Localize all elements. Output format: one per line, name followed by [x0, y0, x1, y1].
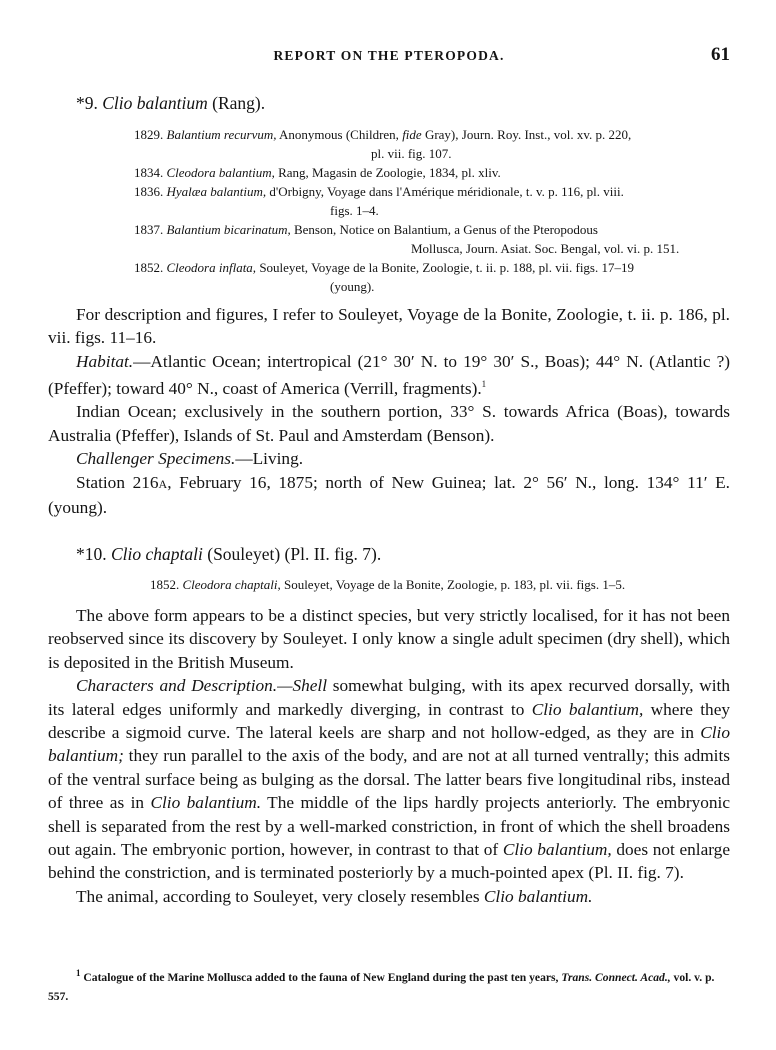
synonymy-list-10 — [150, 575, 747, 594]
synonym-entry: 1852. Cleodora inflata, Souleyet, Voyage de la Bonite, Zoologie, t. ii. p. 188, pl. vii. figs. 17–19 (young). — [134, 260, 634, 294]
characters-paragraph: Characters and Description.—Shell somewhat bulging, with its apex recurved dorsally, with its lateral edges uniformly and markedly diverging, in contrast to Clio balantium, where they describe a sigmoid curve. The lateral keels are sharp and not hollow-edged, as they are in Clio balantium; they run parallel to the axis of the body, and are not at all turned ventrally; this admits of the ventral surface being as bulging as the dorsal. The latter bears five longitudinal ribs, instead of three as in Clio balantium. The middle of the lips hardly projects anteriorly. The embryonic shell is separated from the rest by a well-marked constriction, in front of which the shell broadens out again. The embryonic portion, however, in contrast to that of Clio balantium, does not enlarge behind the constriction, and is terminated posteriorly by a much-pointed apex (Pl. II. fig. 7). — [48, 676, 731, 883]
species-name: Clio chaptali — [111, 544, 203, 564]
footnote: $^1$ Catalogue of the Marine Mollusca added to the fauna of New England during the past ten years, Trans. Connect. Acad., vol. v. p. 557. — [48, 968, 715, 1003]
synonym-entry: 1834. Cleodora balantium, Rang, Magasin de Zoologie, 1834, pl. xliv. — [134, 165, 501, 180]
synonym-entry: 1829. Balantium recurvum, Anonymous (Children, fide Gray), Journ. Roy. Inst., vol. xv. p. 220, pl. vii. fig. 107. — [134, 127, 632, 161]
species-10-heading — [76, 544, 381, 565]
species-author: (Rang). — [212, 93, 266, 113]
animal-paragraph: The animal, according to Souleyet, very closely resembles Clio balantium. — [76, 886, 593, 906]
species-9-heading — [76, 93, 265, 114]
intro-paragraph: The above form appears to be a distinct species, but very strictly localised, for it has not been reobserved since its discovery by Souleyet. I only know a single adult specimen (dry shell), which is deposited in the British Museum. — [48, 606, 730, 672]
page-header — [48, 44, 730, 68]
species-10-text — [48, 604, 730, 908]
habitat-paragraph: Habitat.—Atlantic Ocean; intertropical (21° 30′ N. to 19° 30′ S., Boas); 44° N. (Atlantic ?) (Pfeffer); toward 40° N., coast of America (Verrill, fragments).$^1$ — [48, 351, 730, 398]
synonymy-list-9 — [134, 125, 731, 296]
synonym-entry: 1837. Balantium bicarinatum, Benson, Notice on Balantium, a Genus of the Pteropodous Mollusca, Journ. Asiat. Soc. Bengal, vol. vi. p. 151. — [134, 222, 680, 256]
species-author: (Souleyet) (Pl. II. fig. 7). — [207, 544, 382, 564]
synonym-entry: 1836. Hyalæa balantium, d'Orbigny, Voyage dans l'Amérique méridionale, t. v. p. 116, pl. viii. figs. 1–4. — [134, 184, 624, 218]
challenger-paragraph: Challenger Specimens.—Living. — [76, 449, 304, 469]
station-paragraph: Station 216A, February 16, 1875; north of New Guinea; lat. 2° 56′ N., long. 134° 11′ E. (young). — [48, 472, 730, 518]
description-paragraph: For description and figures, I refer to Souleyet, Voyage de la Bonite, Zoologie, t. ii. p. 186, pl. vii. figs. 11–16. — [48, 305, 730, 348]
species-number: *9. — [76, 93, 98, 113]
species-name: Clio balantium — [102, 93, 208, 113]
species-9-text — [48, 303, 730, 519]
species-number: *10. — [76, 544, 107, 564]
synonym-entry: 1852. Cleodora chaptali, Souleyet, Voyage de la Bonite, Zoologie, p. 183, pl. vii. figs. 1–5. — [150, 577, 626, 592]
running-title: REPORT ON THE PTEROPODA. — [273, 48, 505, 63]
indian-ocean-paragraph: Indian Ocean; exclusively in the southern portion, 33° S. towards Africa (Boas), towards Australia (Pfeffer), Islands of St. Paul and Amsterdam (Benson). — [48, 402, 730, 445]
page-number: 61 — [711, 44, 730, 65]
